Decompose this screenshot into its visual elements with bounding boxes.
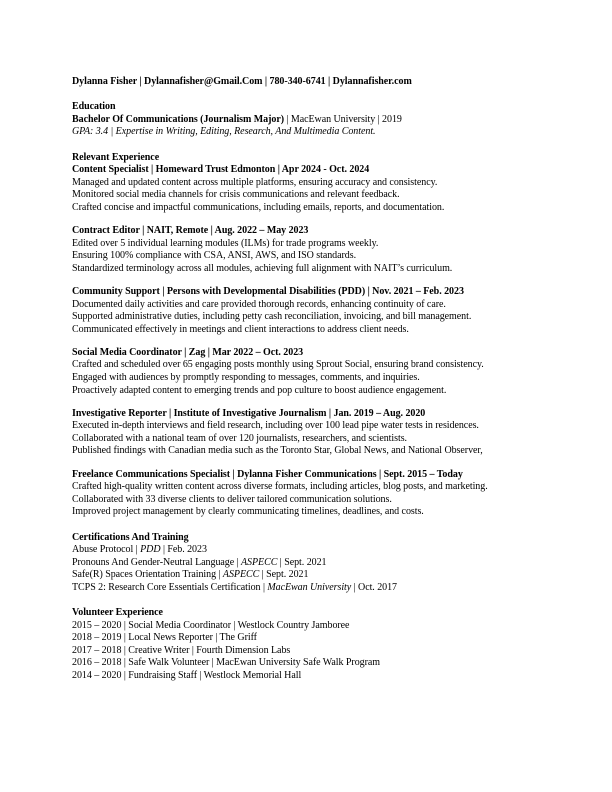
candidate-name: Dylanna Fisher [72,76,137,87]
job-bullet: Engaged with audiences by promptly responding to messages, comments, and inquiries. [72,371,420,383]
degree-line [72,114,540,127]
job-entry [72,286,540,336]
job-entry [72,408,540,458]
job-bullet: Supported administrative duties, including petty cash reconciliation, invoicing, and bill management. [72,311,472,323]
job-title: Social Media Coordinator | Zag | Mar 2022 – Oct. 2023 [72,346,304,358]
job-bullet: Edited over 5 individual learning modules (ILMs) for trade programs weekly. [72,237,379,249]
certification-org: ASPECC [240,556,278,568]
resume-page [72,76,540,683]
job-bullet: Crafted and scheduled over 65 engaging posts monthly using Sprout Social, ensuring brand consistency. [72,359,484,371]
job-bullet: Collaborated with a national team of over 120 journalists, researchers, and scientists. [72,432,407,444]
job-bullet: Communicated effectively in meetings and client interactions to address client needs. [72,323,409,335]
certification-item: Safe(R) Spaces Orientation Training | ASPECC | Sept. 2021 [72,569,309,581]
volunteer-item: 2017 – 2018 | Creative Writer | Fourth Dimension Labs [72,644,291,656]
job-bullet: Crafted high-quality written content across diverse formats, including articles, blog posts, and marketing. [72,481,488,493]
certification-org: ASPECC [222,569,260,581]
contact-email: Dylannafisher@Gmail.Com [144,76,263,87]
job-bullet: Improved project management by clearly communicating timelines, deadlines, and costs. [72,506,424,518]
certifications-heading: Certifications And Training [72,531,189,543]
job-bullet: Proactively adapted content to emerging trends and pop culture to boost audience engagement. [72,384,447,396]
job-bullet: Monitored social media channels for crisis communications and relevant feedback. [72,189,400,201]
job-title: Content Specialist | Homeward Trust Edmonton | Apr 2024 - Oct. 2024 [72,164,370,176]
certification-item: Pronouns And Gender-Neutral Language | ASPECC | Sept. 2021 [72,556,327,568]
job-entry [72,347,540,397]
job-title: Investigative Reporter | Institute of Investigative Journalism | Jan. 2019 – Aug. 2020 [72,407,426,419]
job-bullet: Executed in-depth interviews and field research, including over 100 lead pipe water tests in residences. [72,420,479,432]
certification-org: PDD [140,544,161,556]
volunteer-section [72,607,540,683]
education-section [72,101,540,139]
certification-item: Abuse Protocol | PDD | Feb. 2023 [72,544,207,556]
contact-header: Dylanna Fisher | Dylannafisher@Gmail.Com | 780-340-6741 | Dylannafisher.com [72,76,412,87]
experience-section [72,152,540,519]
job-entry [72,469,540,519]
contact-phone: 780-340-6741 [269,76,326,87]
job-entry [72,225,540,275]
job-title: Contract Editor | NAIT, Remote | Aug. 2022 – May 2023 [72,225,309,237]
experience-heading: Relevant Experience [72,151,160,163]
job-title: Community Support | Persons with Developmental Disabilities (PDD) | Nov. 2021 – Feb. 2023 [72,285,464,297]
job-bullet: Standardized terminology across all modules, achieving full alignment with NAIT’s curriculum. [72,262,453,274]
certification-org: MacEwan University [267,581,352,593]
volunteer-item: 2016 – 2018 | Safe Walk Volunteer | MacEwan University Safe Walk Program [72,657,380,669]
job-entry [72,164,540,214]
volunteer-item: 2015 – 2020 | Social Media Coordinator | Westlock Country Jamboree [72,619,350,631]
certifications-section [72,532,540,595]
job-bullet: Published findings with Canadian media such as the Toronto Star, Global News, and National Observer, [72,445,483,457]
job-title: Freelance Communications Specialist | Dylanna Fisher Communications | Sept. 2015 – Today [72,468,463,480]
volunteer-item: 2014 – 2020 | Fundraising Staff | Westlock Memorial Hall [72,670,302,682]
job-bullet: Collaborated with 33 diverse clients to deliver tailored communication solutions. [72,493,392,505]
job-bullet: Documented daily activities and care provided thorough records, enhancing continuity of care. [72,298,446,310]
degree-name: Bachelor Of Communications (Journalism Major) [72,113,284,125]
job-bullet: Ensuring 100% compliance with CSA, ANSI, AWS, and ISO standards. [72,250,357,262]
gpa-line: GPA: 3.4 | Expertise in Writing, Editing, Research, And Multimedia Content. [72,126,376,138]
volunteer-item: 2018 – 2019 | Local News Reporter | The Griff [72,632,257,644]
job-bullet: Managed and updated content across multiple platforms, ensuring accuracy and consistency. [72,176,438,188]
volunteer-heading: Volunteer Experience [72,607,163,619]
certification-item: TCPS 2: Research Core Essentials Certification | MacEwan University | Oct. 2017 [72,581,398,593]
education-heading: Education [72,101,116,113]
degree-details: | MacEwan University | 2019 [286,113,402,125]
contact-website: Dylannafisher.com [332,76,412,87]
job-bullet: Crafted concise and impactful communications, including emails, reports, and documentation. [72,201,445,213]
